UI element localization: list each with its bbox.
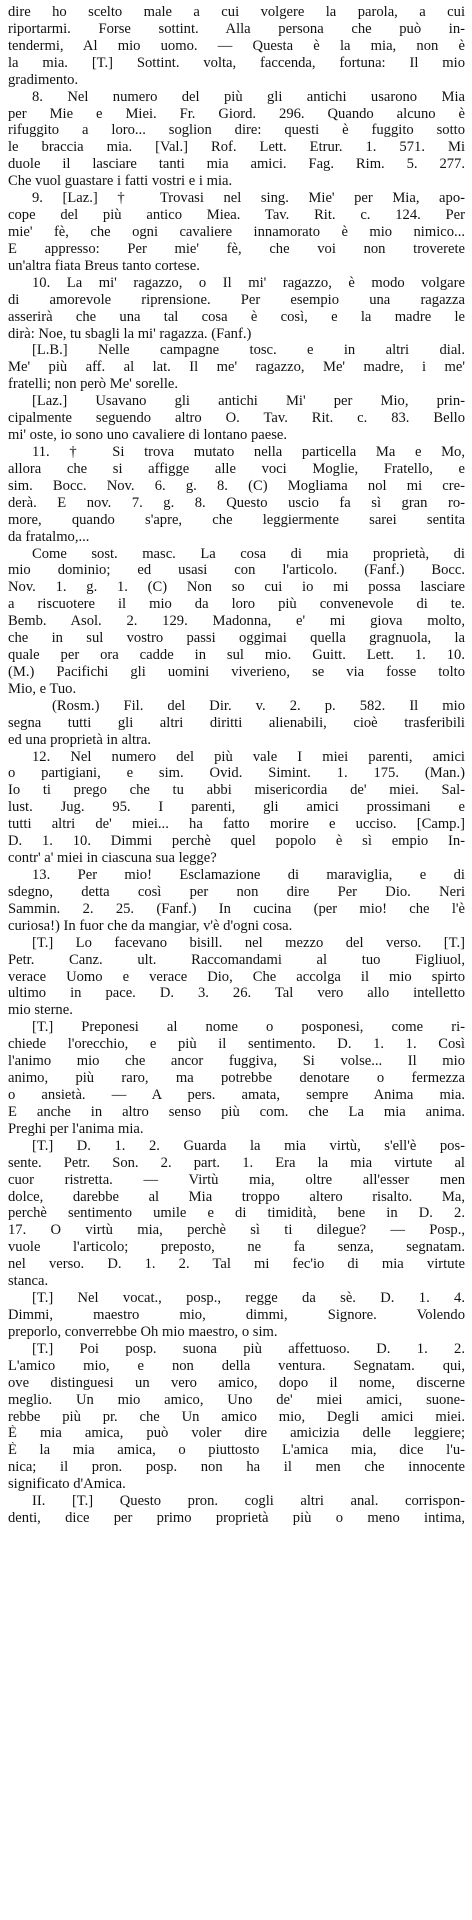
text-line: Me' più aff. al lat. Il me' ragazzo, Me' madre, i me'	[8, 359, 465, 376]
text-line: 8. Nel numero del più gli antichi usarono Mia	[32, 88, 465, 105]
text-line: animo, più raro, ma potrebbe denotare o fermezza	[8, 1070, 465, 1087]
text-line: [T.] Lo facevano bisill. nel mezzo del verso. [T.]	[32, 934, 465, 951]
text-line: [T.] Preponesi al nome o posponesi, come ri-	[32, 1019, 465, 1036]
text-line: cipalmente seguendo altro O. Tav. Rit. c. 83. Bello	[8, 410, 465, 427]
text-line: nica; il pron. posp. non ha il men che innocente	[8, 1459, 465, 1476]
text-line: [L.B.] Nelle campagne tosc. e in altri dial.	[32, 342, 465, 359]
text-line: rifuggito a loro... soglion dire: questi è fuggito sotto	[8, 122, 465, 139]
text-line: le braccia mia. [Val.] Rof. Lett. Etrur. 1. 571. Mi	[8, 139, 465, 156]
text-line: Dimmi, maestro mio, dimmi, Signore. Volendo	[8, 1306, 465, 1323]
text-line: l'animo mio che ancor fuggiva, Si volse... Il mio	[8, 1053, 465, 1070]
text-line: II. [T.] Questo pron. cogli altri anal. corrispon-	[32, 1493, 465, 1510]
text-line: Come sost. masc. La cosa di mia proprietà, di	[32, 545, 465, 562]
text-line: tutti altri de' miei... ha fatto morire e ucciso. [Camp.]	[8, 816, 465, 833]
text-line: ultimo in pace. D. 3. 26. Tal vero allo intelletto	[8, 985, 465, 1002]
text-line: Bemb. Asol. 2. 129. Madonna, e' mi giova molto,	[8, 613, 465, 630]
text-line: che in sul vostro passi oggimai quella gragnuola, la	[8, 630, 465, 647]
text-line: D. 1. 10. Dimmi perchè quel popolo è sì empio In-	[8, 833, 465, 850]
text-line: Sammin. 2. 25. (Fanf.) In cucina (per mio! che l'è	[8, 900, 465, 917]
text-line: dirà: Noe, tu sbagli la mi' ragazza. (Fanf.)	[8, 325, 252, 342]
text-line: tendermi, Al mio uomo. — Questa è la mia, non è	[8, 37, 465, 54]
text-line: di amorevole riprensione. Per esempio una ragazza	[8, 291, 465, 308]
text-line: dire ho scelto male a cui volgere la parola, a cui	[8, 4, 465, 20]
text-line: per Mie e Miei. Fr. Giord. 296. Quando alcuno è	[8, 105, 465, 122]
text-line: un'altra fiata Breus tanto cortese.	[8, 257, 200, 274]
text-line: Preghi per l'anima mia.	[8, 1120, 144, 1137]
text-line: preporlo, converrebbe Oh mio maestro, o sim.	[8, 1323, 278, 1340]
text-line: stanca.	[8, 1273, 49, 1290]
text-line: [T.] D. 1. 2. Guarda la mia virtù, s'ell'è pos-	[32, 1137, 465, 1154]
text-line: 9. [Laz.] † Trovasi nel sing. Mie' per Mia, apo-	[32, 190, 465, 207]
text-line: cope del più antico Miea. Tav. Rit. c. 124. Per	[8, 207, 465, 224]
text-line: derà. E nov. 7. g. 8. Questo uscio fa sì gran ro-	[8, 494, 465, 511]
text-line: contr' a' miei in ciascuna sua legge?	[8, 850, 217, 867]
text-line: mi' oste, io sono uno cavaliere di lontano paese.	[8, 427, 288, 444]
text-line: more, quando s'apre, che leggiermente sarei sentita	[8, 511, 465, 528]
text-line: perchè sentimento umile e di timidità, bene in D. 2.	[8, 1205, 465, 1222]
text-line: 12. Nel numero del più vale I miei parenti, amici	[32, 748, 465, 765]
text-line: ed una proprietà in altra.	[8, 731, 152, 748]
text-line: chiede l'orecchio, e più il sentimento. D. 1. 1. Così	[8, 1036, 465, 1053]
text-line: Mio, e Tuo.	[8, 680, 77, 697]
text-line: verace Uomo e verace Dio, Che accolga il mio spirto	[8, 968, 465, 985]
text-line: nel verso. D. 1. 2. Tal mi fec'io di mia virtute	[8, 1256, 465, 1273]
text-line: asserirà che una tal cosa è così, e la madre le	[8, 308, 465, 325]
text-line: sdegno, detta così per non dire Per Dio. Neri	[8, 883, 465, 900]
text-line: E anche in altro senso più com. che La mia anima.	[8, 1103, 465, 1120]
text-line: la mia. [T.] Sottint. volta, faccenda, fortuna: Il mio	[8, 54, 465, 71]
text-line: quale per ora cadde in sul mio. Guitt. Lett. 1. 10.	[8, 647, 465, 664]
text-line: E appresso: Per mie' fè, che voi non troverete	[8, 240, 465, 257]
text-line: È la mia amica, o piuttosto L'amica mia, dice l'u-	[8, 1442, 465, 1459]
text-line: 11. † Si trova mutato nella particella Ma e Mo,	[32, 443, 465, 460]
text-line: (M.) Pacifichi gli uomini viverieno, se via fosse tolto	[8, 663, 465, 680]
text-line: fratelli; non però Me' sorelle.	[8, 376, 178, 393]
text-line: cuor ristretta. — Virtù mia, oltre all'esser men	[8, 1171, 465, 1188]
text-line: allora che si affigge alle voci Moglie, Fratello, e	[8, 460, 465, 477]
text-line: mio sterne.	[8, 1002, 73, 1019]
text-line: 13. Per mio! Esclamazione di maraviglia, e di	[32, 867, 465, 884]
text-line: ove distinguesi un vero amico, dopo il nome, discerne	[8, 1374, 465, 1391]
text-line: denti, dice per primo proprietà più o meno intima,	[8, 1510, 465, 1527]
text-line: mio dominio; ed usasi con l'articolo. (Fanf.) Bocc.	[8, 562, 465, 579]
text-line: significato d'Amica.	[8, 1476, 126, 1493]
text-line: È mia amica, può voler dire amicizia delle leggiere;	[8, 1425, 465, 1442]
text-line: segna tutti gli altri diritti alienabili, cioè trasferibili	[8, 714, 465, 731]
text-line: Io ti prego che tu abbi misericordia de' miei. Sal-	[8, 782, 465, 799]
text-line: o ansietà. — A pers. amata, sempre Anima mia.	[8, 1087, 465, 1103]
text-line: curiosa!) In fuor che da mangiar, v'è d'ogni cosa.	[8, 917, 293, 934]
text-line: vuole l'articolo; preposto, ne fa senza, segnatam.	[8, 1239, 465, 1256]
text-line: sim. Bocc. Nov. 6. g. 8. (C) Mogliama nol mi cre-	[8, 477, 465, 494]
text-line: riportarmi. Forse sottint. Alla persona che può in-	[8, 20, 465, 37]
text-line: 10. La mi' ragazzo, o Il mi' ragazzo, è modo volgare	[32, 274, 465, 291]
text-line: [T.] Poi posp. suona più affettuoso. D. 1. 2.	[32, 1340, 465, 1357]
text-line: Che vuol guastare i fatti vostri e i mia.	[8, 173, 233, 190]
text-line: rebbe più pr. che Un amico mio, Degli amici miei.	[8, 1408, 465, 1425]
text-line: duole il lasciare tanti mia amici. Fag. Rim. 5. 277.	[8, 156, 465, 173]
text-line: dolce, darebbe al Mia troppo altero risalto. Ma,	[8, 1188, 465, 1205]
text-line: [Laz.] Usavano gli antichi Mi' per Mio, prin-	[32, 393, 465, 410]
text-line: Petr. Canz. ult. Raccomandami al tuo Figliuol,	[8, 951, 465, 968]
text-line: mie' fè, che ogni cavaliere innamorato è mio nimico...	[8, 223, 465, 240]
text-line: 17. O virtù mia, perchè sì ti dilegue? — Posp.,	[8, 1222, 465, 1239]
text-line: da fratalmo,...	[8, 528, 90, 545]
text-line: lust. Jug. 95. I parenti, gli amici prossimani e	[8, 799, 465, 816]
text-line: o partigiani, e sim. Ovid. Simint. 1. 175. (Man.)	[8, 765, 465, 782]
text-line: [T.] Nel vocat., posp., regge da sè. D. 1. 4.	[32, 1290, 465, 1307]
text-line: sente. Petr. Son. 2. part. 1. Era la mia virtute al	[8, 1154, 465, 1171]
text-line: meglio. Un mio amico, Uno de' miei amici, suone-	[8, 1391, 465, 1408]
text-line: (Rosm.) Fil. del Dir. v. 2. p. 582. Il mio	[52, 697, 465, 714]
text-line: gradimento.	[8, 71, 79, 88]
text-line: Nov. 1. g. 1. (C) Non so cui io mi possa lasciare	[8, 579, 465, 596]
text-line: a riscuotere il mio da loro più convenevole di te.	[8, 596, 465, 613]
text-line: L'amico mio, e non della ventura. Segnatam. qui,	[8, 1357, 465, 1374]
